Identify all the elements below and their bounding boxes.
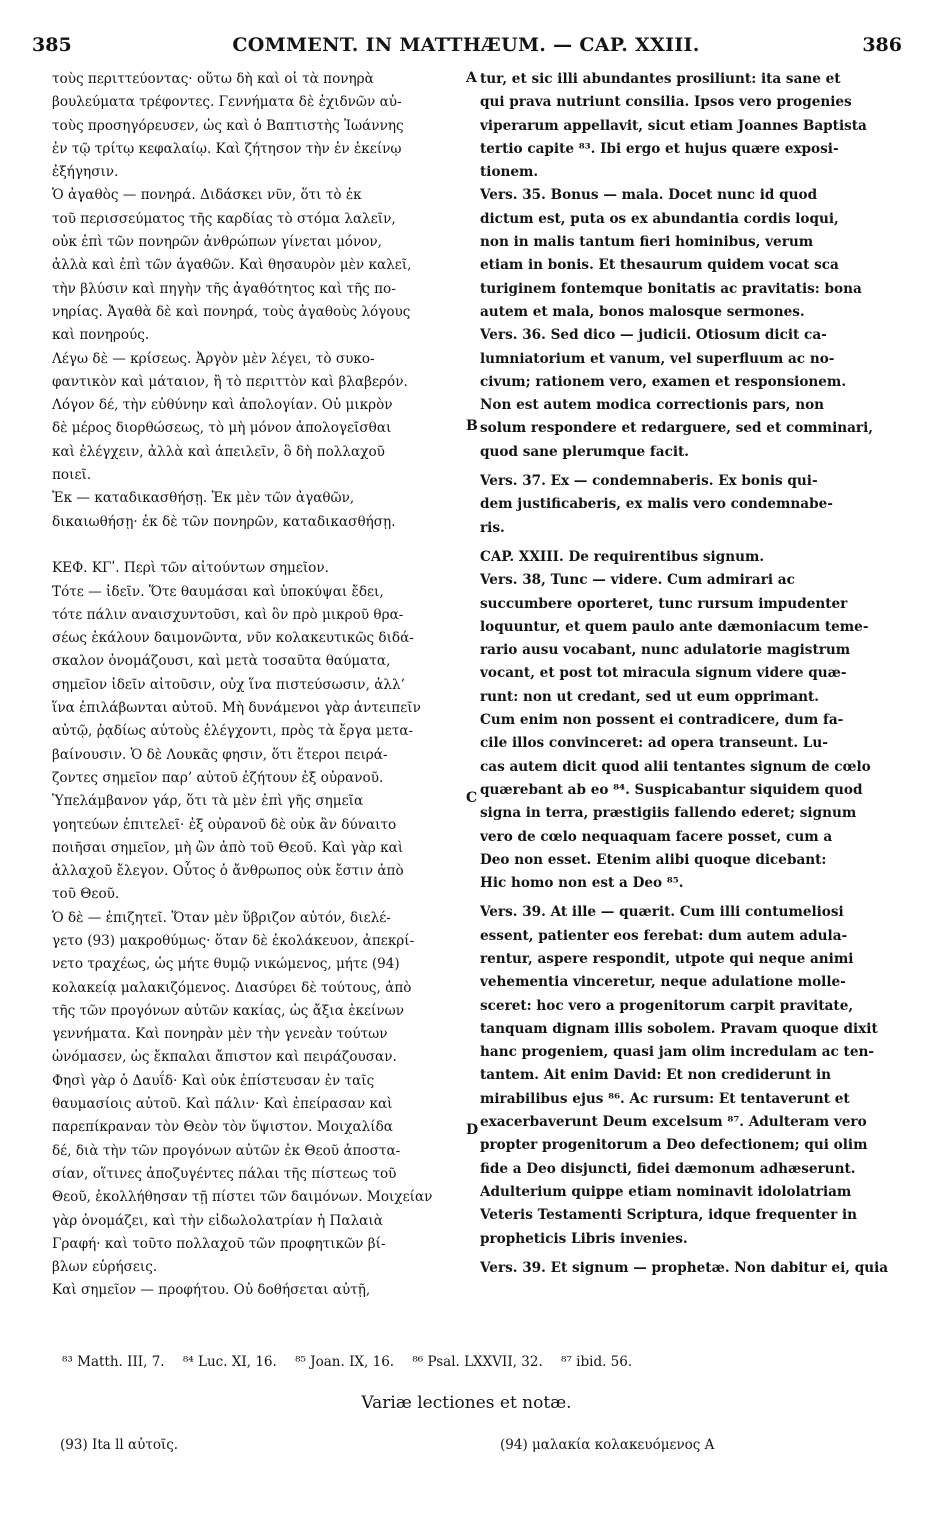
latin-text-line: exacerbaverunt Deum excelsum ⁸⁷. Adulteram vero bbox=[480, 1114, 867, 1131]
greek-text-line bbox=[52, 534, 462, 557]
greek-text-line: τοὺς προσηγόρευσεν, ὡς καὶ ὁ Βαπτιστὴς Ἰωάννης bbox=[52, 117, 404, 134]
greek-column bbox=[52, 68, 462, 1303]
greek-text-line: τότε πάλιν αναισχυντοῦσι, καὶ ὃν πρὸ μικροῦ θρα- bbox=[52, 606, 404, 623]
latin-text-line: sceret: hoc vero a progenitorum carpit pravitate, bbox=[480, 997, 854, 1014]
latin-text-line: qui prava nutriunt consilia. Ipsos vero progenies bbox=[480, 94, 852, 111]
greek-text-line: τῆς τῶν προγόνων αὐτῶν κακίας, ὡς ἄξια ἐκείνων bbox=[52, 1002, 405, 1019]
greek-text-line: ἵνα ἐπιλάβωνται αὐτοῦ. Μὴ δυνάμενοι γὰρ ἀντειπεῖν bbox=[52, 700, 421, 717]
greek-text-line: τοῦ Θεοῦ. bbox=[52, 886, 120, 903]
footnote: ⁸⁶ Psal. LXXVII, 32. bbox=[412, 1354, 543, 1370]
variant-note: (94) μαλακία κολακευόμενος A bbox=[500, 1437, 715, 1453]
greek-text-line: βουλεύματα τρέφοντες. Γεννήματα δὲ ἐχιδνῶν αὐ- bbox=[52, 94, 402, 111]
margin-letter-c: C bbox=[466, 790, 478, 806]
latin-text-line: tionem. bbox=[480, 164, 539, 181]
footnote: ⁸³ Matth. III, 7. bbox=[62, 1354, 165, 1370]
greek-text-line: Φησὶ γὰρ ὁ Δαυΐδ· Καὶ οὐκ ἐπίστευσαν ἐν ταῖς bbox=[52, 1072, 375, 1089]
variae-lectiones-title: Variæ lectiones et notæ. bbox=[361, 1393, 572, 1413]
latin-text-line: quærebant ab eo ⁸⁴. Suspicabantur siquidem quod bbox=[480, 781, 863, 798]
greek-text-line: Λέγω δὲ — κρίσεως. Ἀργὸν μὲν λέγει, τὸ συκο- bbox=[52, 350, 375, 367]
latin-text-line: lumniatorium et vanum, vel superfluum ac no- bbox=[480, 350, 835, 367]
greek-text-line: δέ, διὰ τὴν τῶν προγόνων αὐτῶν ἐκ Θεοῦ ἀποστα- bbox=[52, 1142, 401, 1159]
greek-text-line: βαίνουσιν. Ὁ δὲ Λουκᾶς φησιν, ὅτι ἕτεροι πειρά- bbox=[52, 746, 388, 763]
latin-text-line: succumbere oporteret, tunc rursum impudenter bbox=[480, 595, 848, 612]
latin-text-line: fide a Deo disjuncti, fidei dæmonum adhæserunt. bbox=[480, 1160, 856, 1177]
greek-text-line: Ὁ δὲ — ἐπιζητεῖ. Ὅταν μὲν ὕβριζον αὐτόν, διελέ- bbox=[52, 909, 391, 926]
greek-text-line: Ὁ ἀγαθὸς — πονηρά. Διδάσκει νῦν, ὅτι τὸ ἐκ bbox=[52, 187, 362, 204]
latin-text-line: Non est autem modica correctionis pars, non bbox=[480, 397, 825, 414]
greek-text-line: ἐξήγησιν. bbox=[52, 164, 119, 181]
latin-text-line: Vers. 39. Et signum — prophetæ. Non dabitur ei, quia bbox=[480, 1259, 889, 1276]
greek-text-line: βλων εὑρήσεις. bbox=[52, 1259, 158, 1276]
latin-text-line: hanc progeniem, quasi jam olim incredulam ac ten- bbox=[480, 1044, 874, 1061]
footnote: ⁸⁵ Joan. IX, 16. bbox=[295, 1354, 395, 1370]
greek-text-line: νετο τραχέως, ὡς μήτε θυμῷ νικώμενος, μήτε (94) bbox=[52, 956, 400, 973]
latin-text-line: quod sane plerumque facit. bbox=[480, 443, 690, 460]
latin-text-line: civum; rationem vero, examen et responsionem. bbox=[480, 373, 847, 390]
greek-text-line: γετο (93) μακροθύμως· ὅταν δὲ ἐκολάκευον, ἀπεκρί- bbox=[52, 932, 415, 949]
latin-text-line: Vers. 39. At ille — quærit. Cum illi contumeliosi bbox=[480, 904, 844, 921]
latin-text-line: tertio capite ⁸³. Ibi ergo et hujus quære exposi- bbox=[480, 140, 839, 157]
latin-text-line: propheticis Libris invenies. bbox=[480, 1230, 688, 1247]
greek-text-line: καὶ ἐλέγχειν, ἀλλὰ καὶ ἀπειλεῖν, ὃ δὴ πολλαχοῦ bbox=[52, 443, 385, 460]
latin-text-line: tantem. Ait enim David: Et non crediderunt in bbox=[480, 1067, 832, 1084]
greek-text-line: σέως ἐκάλουν δαιμονῶντα, νῦν κολακευτικῶς διδά- bbox=[52, 630, 414, 647]
latin-text-line: CAP. XXIII. De requirentibus signum. bbox=[480, 548, 765, 565]
greek-text-line: δικαιωθήσῃ· ἐκ δὲ τῶν πονηρῶν, καταδικασθήσῃ. bbox=[52, 513, 396, 530]
margin-letter-a: A bbox=[466, 70, 477, 86]
greek-text-line: κολακείᾳ μαλακιζόμενος. Διασύρει δὲ τούτους, ἀπὸ bbox=[52, 979, 412, 996]
latin-text-line: cas autem dicit quod alii tentantes signum de cœlo bbox=[480, 758, 871, 775]
greek-text-line: ζοντες σημεῖον παρ’ αὐτοῦ ἐζήτουν ἐξ οὐρανοῦ. bbox=[52, 769, 384, 786]
greek-text-line: ἀλλὰ καὶ ἐπὶ τῶν ἀγαθῶν. Καὶ θησαυρὸν μὲν καλεῖ, bbox=[52, 257, 412, 274]
greek-text-line: ἀλλαχοῦ ἔλεγον. Οὗτος ὁ ἄνθρωπος οὐκ ἔστιν ἀπὸ bbox=[52, 863, 404, 880]
footnotes bbox=[62, 1354, 862, 1370]
page-number-left: 385 bbox=[32, 34, 72, 56]
latin-text-line: Hic homo non est a Deo ⁸⁵. bbox=[480, 875, 684, 892]
greek-text-line: γὰρ ὀνομάζει, καὶ τὴν εἰδωλολατρίαν ἡ Παλαιὰ bbox=[52, 1212, 383, 1229]
margin-letter-b: B bbox=[466, 418, 478, 434]
latin-text-line: autem et mala, bonos malosque sermones. bbox=[480, 303, 805, 320]
page-number-right: 386 bbox=[862, 34, 902, 56]
variant-note: (93) Ita ll αὐτοῖς. bbox=[60, 1437, 179, 1453]
greek-text-line: ποιῆσαι σημεῖον, μὴ ὢν ἀπὸ τοῦ Θεοῦ. Καὶ γὰρ καὶ bbox=[52, 839, 404, 856]
latin-text-line: runt: non ut credant, sed ut eum opprimant. bbox=[480, 688, 820, 705]
latin-text-line: Vers. 36. Sed dico — judicii. Otiosum dicit ca- bbox=[480, 327, 827, 344]
greek-text-line: Τότε — ἰδεῖν. Ὅτε θαυμάσαι καὶ ὑποκύψαι ἔδει, bbox=[52, 583, 384, 600]
greek-text-line: σκαλον ὀνομάζουσι, καὶ μετὰ τοσαῦτα θαύματα, bbox=[52, 653, 391, 670]
latin-text-line: Vers. 37. Ex — condemnaberis. Ex bonis qui- bbox=[480, 473, 818, 490]
latin-text-line: Deo non esset. Etenim alibi quoque dicebant: bbox=[480, 851, 827, 868]
latin-text-line: Adulterium quippe etiam nominavit idololatriam bbox=[480, 1183, 852, 1200]
latin-text-line: etiam in bonis. Et thesaurum quidem vocat sca bbox=[480, 257, 839, 274]
greek-text-line: Γραφή· καὶ τοῦτο πολλαχοῦ τῶν προφητικῶν βί- bbox=[52, 1235, 386, 1252]
greek-text-line: Λόγον δέ, τὴν εὐθύνην καὶ ἀπολογίαν. Οὐ μικρὸν bbox=[52, 397, 393, 414]
latin-text-line: solum respondere et redarguere, sed et comminari, bbox=[480, 420, 873, 437]
greek-text-line: Θεοῦ, ἐκολλήθησαν τῇ πίστει τῶν δαιμόνων. Μοιχείαν bbox=[52, 1189, 433, 1206]
greek-text-line: οὐκ ἐπὶ τῶν πονηρῶν ἀνθρώπων γίνεται μόνον, bbox=[52, 234, 382, 251]
latin-text-line: viperarum appellavit, sicut etiam Joannes Baptista bbox=[480, 117, 867, 134]
latin-text-line: tanquam dignam illis sobolem. Pravam quoque dixit bbox=[480, 1020, 878, 1037]
greek-text-line: Ὑπελάμβανον γάρ, ὅτι τὰ μὲν ἐπὶ γῆς σημεῖα bbox=[52, 793, 364, 810]
greek-text-line: ἐν τῷ τρίτῳ κεφαλαίῳ. Καὶ ζήτησον τὴν ἐν ἐκείνῳ bbox=[52, 140, 402, 157]
greek-text-line: ΚΕΦ. ΚΓʹ. Περὶ τῶν αἰτούντων σημεῖον. bbox=[52, 560, 329, 577]
latin-text-line: Vers. 35. Bonus — mala. Docet nunc id quod bbox=[480, 187, 818, 204]
greek-text-line: τοῦ περισσεύματος τῆς καρδίας τὸ στόμα λαλεῖν, bbox=[52, 210, 396, 227]
greek-text-line: καὶ πονηρούς. bbox=[52, 327, 150, 344]
latin-text-line: rentur, aspere respondit, utpote qui neque animi bbox=[480, 950, 854, 967]
greek-text-line: τοὺς περιττεύοντας· οὕτω δὴ καὶ οἱ τὰ πονηρὰ bbox=[52, 71, 374, 87]
latin-text-line: vero de cœlo nequaquam facere posset, cum a bbox=[480, 828, 833, 845]
latin-text-line: non in malis tantum fieri hominibus, verum bbox=[480, 234, 814, 251]
latin-text-line: mirabilibus ejus ⁸⁶. Ac rursum: Et tentaverunt et bbox=[480, 1090, 850, 1107]
greek-text-line: Ἐκ — καταδικασθήσῃ. Ἐκ μὲν τῶν ἀγαθῶν, bbox=[52, 490, 355, 507]
latin-text-line: rario ausu vocabant, nunc adulatorie magistrum bbox=[480, 642, 851, 659]
greek-text-line: φαντικὸν καὶ μάταιον, ἢ τὸ περιττὸν καὶ βλαβερόν. bbox=[52, 373, 408, 390]
latin-text-line: Vers. 38, Tunc — videre. Cum admirari ac bbox=[480, 572, 795, 589]
latin-text-line: vocant, et post tot miracula signum videre quæ- bbox=[480, 665, 847, 682]
greek-text-line: γεννήματα. Καὶ πονηρὰν μὲν τὴν γενεὰν τούτων bbox=[52, 1026, 388, 1043]
latin-text-line: cile illos convinceret: ad opera transeunt. Lu- bbox=[480, 735, 828, 752]
greek-text-line: παρεπίκραναν τὸν Θεὸν τὸν ὕψιστον. Μοιχαλίδα bbox=[52, 1119, 393, 1136]
greek-text-line: ὠνόμασεν, ὡς ἔκπαλαι ἄπιστον καὶ πειράζουσαν. bbox=[52, 1049, 397, 1066]
margin-letter-d: D bbox=[466, 1122, 479, 1138]
latin-text-line: loquuntur, et quem paulo ante dæmoniacum teme- bbox=[480, 618, 869, 635]
greek-text-line: ποιεῖ. bbox=[52, 467, 92, 484]
latin-text-line: turiginem fontemque bonitatis ac pravitatis: bona bbox=[480, 280, 862, 297]
latin-text-line: ris. bbox=[480, 519, 505, 536]
latin-text-line: tur, et sic illi abundantes prosiliunt: ita sane et bbox=[480, 71, 841, 87]
latin-text-line: essent, patienter eos ferebat: dum autem adula- bbox=[480, 927, 848, 944]
greek-text-line: δὲ μέρος διορθώσεως, τὸ μὴ μόνον ἀπολογεῖσθαι bbox=[52, 420, 392, 437]
running-header bbox=[30, 34, 902, 60]
greek-text-line: Καὶ σημεῖον — προφήτου. Οὐ δοθήσεται αὐτῇ, bbox=[52, 1282, 371, 1299]
footnote: ⁸⁷ ibid. 56. bbox=[561, 1354, 633, 1370]
greek-text-line: σημεῖον ἰδεῖν αἰτοῦσιν, οὐχ ἵνα πιστεύσωσιν, ἀλλ’ bbox=[52, 676, 405, 693]
latin-column bbox=[480, 68, 898, 1280]
latin-text-line: Veteris Testamenti Scriptura, idque frequenter in bbox=[480, 1207, 858, 1224]
latin-text-line: propter progenitorum a Deo defectionem; qui olim bbox=[480, 1137, 868, 1154]
greek-text-line: γοητεύων ἐπιτελεῖ· ἐξ οὐρανοῦ δὲ οὐκ ἂν δύναιτο bbox=[52, 816, 397, 833]
latin-text-line: signa in terra, præstigiis fallendo ederet; signum bbox=[480, 805, 857, 822]
footnote: ⁸⁴ Luc. XI, 16. bbox=[182, 1354, 277, 1370]
latin-text-line: vehementia vinceretur, neque adulatione molle- bbox=[480, 974, 846, 991]
greek-text-line: νηρίας. Ἀγαθὰ δὲ καὶ πονηρά, τοὺς ἀγαθοὺς λόγους bbox=[52, 303, 411, 320]
greek-text-line: θαυμασίοις αὐτοῦ. Καὶ πάλιν· Καὶ ἐπείρασαν καὶ bbox=[52, 1096, 393, 1113]
latin-text-line: dem justificaberis, ex malis vero condemnabe- bbox=[480, 496, 833, 513]
running-title: COMMENT. IN MATTHÆUM. — CAP. XXIII. bbox=[232, 34, 700, 56]
greek-text-line: σίαν, οἵτινες ἀποζυγέντες πάλαι τῆς πίστεως τοῦ bbox=[52, 1165, 397, 1182]
latin-text-line: Cum enim non possent ei contradicere, dum fa- bbox=[480, 712, 844, 729]
latin-text-line: dictum est, puta os ex abundantia cordis loqui, bbox=[480, 210, 839, 227]
greek-text-line: αὐτῷ, ῥᾳδίως αὐτοὺς ἐλέγχοντι, πρὸς τὰ ἔργα μετα- bbox=[52, 723, 414, 740]
greek-text-line: τὴν βλύσιν καὶ πηγὴν τῆς ἀγαθότητος καὶ τῆς πο- bbox=[52, 280, 396, 297]
